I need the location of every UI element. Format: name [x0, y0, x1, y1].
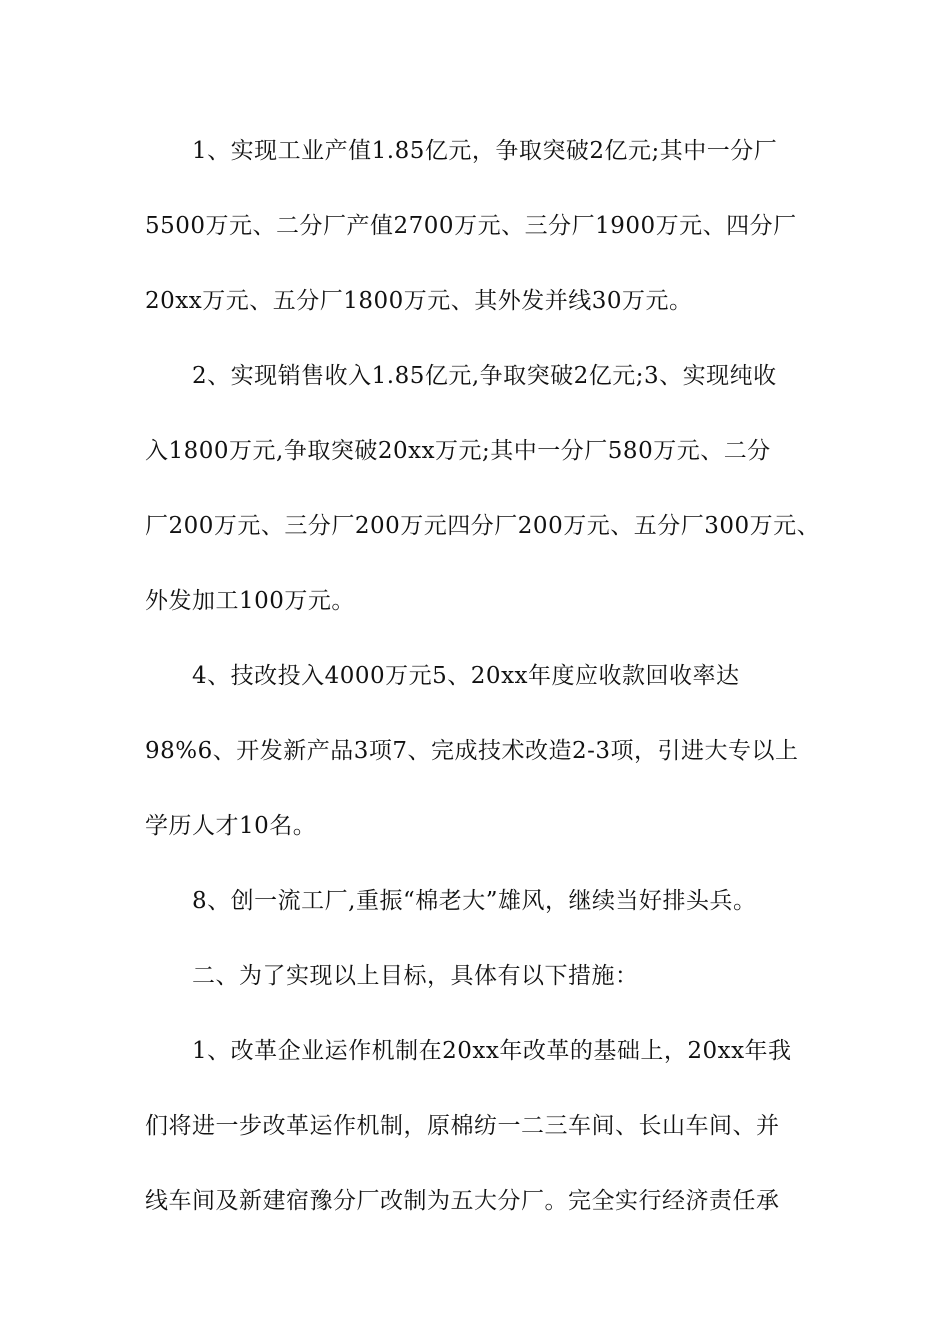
text-line: 98%6、开发新产品3项7、完成技术改造2-3项，引进大专以上 — [145, 738, 799, 764]
text-line: 们将进一步改革运作机制，原棉纺一二三车间、长山车间、并 — [145, 1113, 780, 1139]
text-line: 二、为了实现以上目标，具体有以下措施： — [192, 963, 639, 989]
text-line: 1、实现工业产值1.85亿元，争取突破2亿元;其中一分厂 — [192, 138, 778, 164]
text-line: 4、技改投入4000万元5、20xx年度应收款回收率达 — [192, 663, 740, 689]
text-line: 外发加工100万元。 — [145, 588, 355, 614]
text-line: 5500万元、二分厂产值2700万元、三分厂1900万元、四分厂 — [145, 213, 797, 239]
text-line: 厂200万元、三分厂200万元四分厂200万元、五分厂300万元、 — [145, 513, 821, 539]
text-line: 8、创一流工厂,重振“棉老大”雄风，继续当好排头兵。 — [192, 888, 757, 914]
text-line: 20xx万元、五分厂1800万元、其外发并线30万元。 — [145, 288, 693, 314]
text-line: 入1800万元,争取突破20xx万元;其中一分厂580万元、二分 — [145, 438, 771, 464]
text-line: 1、改革企业运作机制在20xx年改革的基础上，20xx年我 — [192, 1038, 792, 1064]
text-line: 线车间及新建宿豫分厂改制为五大分厂。完全实行经济责任承 — [145, 1188, 780, 1214]
text-line: 2、实现销售收入1.85亿元,争取突破2亿元;3、实现纯收 — [192, 363, 777, 389]
text-line: 学历人才10名。 — [145, 813, 317, 839]
